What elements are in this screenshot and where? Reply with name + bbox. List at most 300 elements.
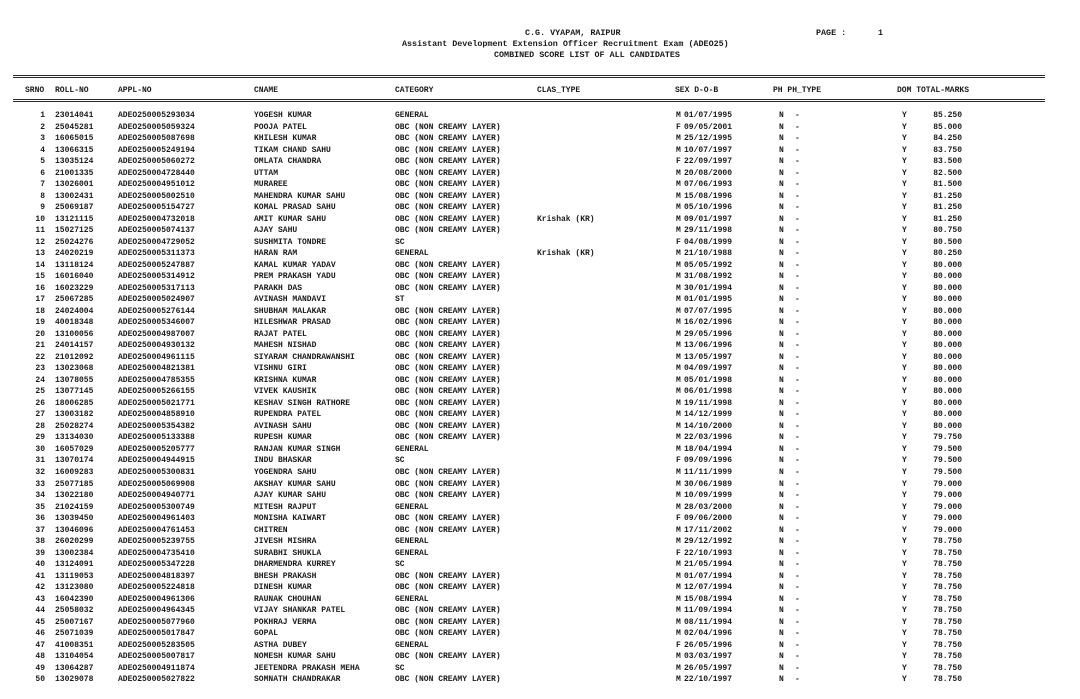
table-row [0,548,1080,560]
srno-cell: 5 [40,157,45,167]
category-cell: OBC (NON CREAMY LAYER) [395,364,501,374]
dob-cell: 31/08/1992 [684,272,733,282]
dom-cell: Y [902,479,907,489]
appl-no-cell: ADEO250005347228 [118,560,195,570]
marks-cell: 78.750 [933,548,962,558]
marks-cell: 80.000 [933,398,962,408]
marks-cell: 80.500 [933,237,962,247]
srno-cell: 29 [35,433,45,443]
marks-cell: 79.000 [933,525,962,535]
dom-cell: Y [902,226,907,236]
ph-type-cell: - [795,433,800,443]
ph-cell: N [779,318,784,328]
dob-cell: 06/01/1998 [684,387,733,397]
appl-no-cell: ADEO250005300831 [118,467,195,477]
cname-cell: VIVEK KAUSHIK [254,387,317,397]
category-cell: OBC (NON CREAMY LAYER) [395,410,501,420]
dom-cell: Y [902,444,907,454]
dob-cell: 09/05/2001 [684,122,733,132]
table-row [0,306,1080,318]
appl-no-cell: ADEO250005027822 [118,675,195,685]
sex-cell: M [676,629,681,639]
ph-cell: N [779,514,784,524]
dom-cell: Y [902,502,907,512]
table-row [0,409,1080,421]
ph-type-cell: - [795,421,800,431]
dom-cell: Y [902,111,907,120]
srno-cell: 11 [35,226,45,236]
roll-no-cell: 16042390 [55,594,94,604]
appl-no-cell: ADEO250005087698 [118,134,195,144]
marks-cell: 79.000 [933,491,962,501]
roll-no-cell: 13022180 [55,491,94,501]
sex-cell: M [676,571,681,581]
ph-type-cell: - [795,203,800,213]
roll-no-cell: 13104054 [55,652,94,662]
cname-cell: OMLATA CHANDRA [254,157,322,167]
category-cell: OBC (NON CREAMY LAYER) [395,514,501,524]
marks-cell: 78.750 [933,663,962,673]
org-title: C.G. VYAPAM, RAIPUR [525,28,621,38]
ph-type-cell: - [795,329,800,339]
dob-cell: 09/09/1996 [684,456,733,466]
cname-cell: MURAREE [254,180,288,190]
dom-cell: Y [902,387,907,397]
srno-cell: 32 [35,467,45,477]
roll-no-cell: 25077185 [55,479,94,489]
cname-cell: SOMNATH CHANDRAKAR [254,675,341,685]
cname-cell: YOGENDRA SAHU [254,467,317,477]
category-cell: OBC (NON CREAMY LAYER) [395,226,501,236]
ph-type-cell: - [795,191,800,201]
dob-cell: 22/09/1997 [684,157,733,167]
cname-cell: MAHESH NISHAD [254,341,317,351]
appl-no-cell: ADEO250004735410 [118,548,195,558]
cname-cell: RUPENDRA PATEL [254,410,322,420]
ph-cell: N [779,456,784,466]
marks-cell: 79.000 [933,479,962,489]
marks-cell: 79.500 [933,444,962,454]
marks-cell: 78.750 [933,560,962,570]
cname-cell: DINESH KUMAR [254,583,312,593]
category-cell: OBC (NON CREAMY LAYER) [395,583,501,593]
cname-cell: INDU BHASKAR [254,456,312,466]
appl-no-cell: ADEO250005133388 [118,433,195,443]
srno-cell: 1 [40,111,45,120]
roll-no-cell: 13134030 [55,433,94,443]
ph-cell: N [779,675,784,685]
dob-cell: 05/01/1998 [684,375,733,385]
roll-no-cell: 21012092 [55,352,94,362]
sex-cell: M [676,295,681,305]
col-sex-dob: SEX D-O-B [675,86,719,95]
cname-cell: SHUBHAM MALAKAR [254,306,327,316]
srno-cell: 34 [35,491,45,501]
ph-type-cell: - [795,214,800,224]
appl-no-cell: ADEO250005007817 [118,652,195,662]
marks-cell: 81.250 [933,214,962,224]
table-row [0,444,1080,456]
dom-cell: Y [902,145,907,155]
table-row [0,202,1080,214]
dob-cell: 19/11/1998 [684,398,733,408]
sex-cell: M [676,214,681,224]
category-cell: ST [395,295,405,305]
ph-cell: N [779,537,784,547]
cname-cell: PREM PRAKASH YADU [254,272,336,282]
cname-cell: SIYARAM CHANDRAWANSHI [254,352,355,362]
ph-cell: N [779,134,784,144]
ph-type-cell: - [795,341,800,351]
sex-cell: M [676,306,681,316]
dob-cell: 21/05/1994 [684,560,733,570]
table-row [0,248,1080,260]
ph-type-cell: - [795,352,800,362]
srno-cell: 37 [35,525,45,535]
ph-type-cell: - [795,663,800,673]
dob-cell: 15/08/1996 [684,191,733,201]
category-cell: GENERAL [395,444,429,454]
roll-no-cell: 25067285 [55,295,94,305]
cname-cell: AMIT KUMAR SAHU [254,214,327,224]
srno-cell: 39 [35,548,45,558]
srno-cell: 23 [35,364,45,374]
category-cell: SC [395,456,405,466]
category-cell: OBC (NON CREAMY LAYER) [395,272,501,282]
marks-cell: 78.750 [933,640,962,650]
category-cell: OBC (NON CREAMY LAYER) [395,283,501,293]
table-row [0,605,1080,617]
table-row [0,329,1080,341]
dom-cell: Y [902,514,907,524]
dom-cell: Y [902,295,907,305]
category-cell: OBC (NON CREAMY LAYER) [395,629,501,639]
dom-cell: Y [902,594,907,604]
appl-no-cell: ADEO250004818397 [118,571,195,581]
dob-cell: 26/05/1996 [684,640,733,650]
dom-cell: Y [902,456,907,466]
appl-no-cell: ADEO250005266155 [118,387,195,397]
appl-no-cell: ADEO250004930132 [118,341,195,351]
category-cell: OBC (NON CREAMY LAYER) [395,675,501,685]
category-cell: OBC (NON CREAMY LAYER) [395,260,501,270]
sex-cell: M [676,433,681,443]
cname-cell: KRISHNA KUMAR [254,375,317,385]
dob-cell: 29/12/1992 [684,537,733,547]
appl-no-cell: ADEO250005002510 [118,191,195,201]
sex-cell: M [676,341,681,351]
ph-cell: N [779,329,784,339]
table-row [0,214,1080,226]
category-cell: OBC (NON CREAMY LAYER) [395,191,501,201]
sex-cell: M [676,352,681,362]
ph-type-cell: - [795,479,800,489]
appl-no-cell: ADEO250004964345 [118,606,195,616]
cname-cell: PARAKH DAS [254,283,303,293]
dom-cell: Y [902,617,907,627]
dob-cell: 05/10/1996 [684,203,733,213]
category-cell: OBC (NON CREAMY LAYER) [395,571,501,581]
dob-cell: 22/10/1993 [684,548,733,558]
dob-cell: 30/06/1989 [684,479,733,489]
category-cell: OBC (NON CREAMY LAYER) [395,617,501,627]
ph-cell: N [779,479,784,489]
dob-cell: 05/05/1992 [684,260,733,270]
table-row [0,617,1080,629]
ph-type-cell: - [795,295,800,305]
table-row [0,663,1080,675]
dob-cell: 04/09/1997 [684,364,733,374]
cname-cell: JIVESH MISHRA [254,537,317,547]
marks-cell: 80.000 [933,352,962,362]
cname-cell: HILESHWAR PRASAD [254,318,331,328]
sex-cell: M [676,594,681,604]
marks-cell: 82.500 [933,168,962,178]
category-cell: OBC (NON CREAMY LAYER) [395,433,501,443]
col-cname: CNAME [254,86,279,95]
appl-no-cell: ADEO250004951012 [118,180,195,190]
cname-cell: HARAN RAM [254,249,298,259]
table-row [0,375,1080,387]
sex-cell: M [676,652,681,662]
category-cell: OBC (NON CREAMY LAYER) [395,398,501,408]
roll-no-cell: 13026001 [55,180,94,190]
appl-no-cell: ADEO250005060272 [118,157,195,167]
ph-type-cell: - [795,226,800,236]
table-row [0,237,1080,249]
dob-cell: 14/10/2000 [684,421,733,431]
ph-type-cell: - [795,306,800,316]
ph-type-cell: - [795,398,800,408]
ph-type-cell: - [795,617,800,627]
roll-no-cell: 13077145 [55,387,94,397]
srno-cell: 31 [35,456,45,466]
ph-cell: N [779,629,784,639]
marks-cell: 78.750 [933,537,962,547]
appl-no-cell: ADEO250004732018 [118,214,195,224]
roll-no-cell: 13078055 [55,375,94,385]
appl-no-cell: ADEO250005154727 [118,203,195,213]
srno-cell: 43 [35,594,45,604]
srno-cell: 33 [35,479,45,489]
dom-cell: Y [902,237,907,247]
dob-cell: 01/07/1994 [684,571,733,581]
srno-cell: 36 [35,514,45,524]
roll-no-cell: 18006285 [55,398,94,408]
sex-cell: M [676,617,681,627]
marks-cell: 80.750 [933,226,962,236]
ph-cell: N [779,548,784,558]
ph-type-cell: - [795,237,800,247]
cname-cell: AVINASH SAHU [254,421,312,431]
col-clas-type: CLAS_TYPE [537,86,581,95]
sex-cell: M [676,272,681,282]
dob-cell: 15/08/1994 [684,594,733,604]
cname-cell: CHITREN [254,525,288,535]
dob-cell: 01/01/1995 [684,295,733,305]
cname-cell: POOJA PATEL [254,122,307,132]
ph-type-cell: - [795,180,800,190]
sex-cell: M [676,479,681,489]
category-cell: OBC (NON CREAMY LAYER) [395,421,501,431]
dob-cell: 08/11/1994 [684,617,733,627]
cname-cell: AJAY SAHU [254,226,298,236]
dom-cell: Y [902,283,907,293]
appl-no-cell: ADEO250004821381 [118,364,195,374]
ph-type-cell: - [795,514,800,524]
header-bottom-rule [13,99,1045,102]
marks-cell: 80.000 [933,410,962,420]
marks-cell: 80.000 [933,283,962,293]
srno-cell: 13 [35,249,45,259]
cname-cell: VIJAY SHANKAR PATEL [254,606,346,616]
dom-cell: Y [902,352,907,362]
cname-cell: POKHRAJ VERMA [254,617,317,627]
ph-type-cell: - [795,134,800,144]
sex-cell: M [676,145,681,155]
sex-cell: F [676,548,681,558]
sex-cell: M [676,203,681,213]
dom-cell: Y [902,548,907,558]
marks-cell: 85.000 [933,122,962,132]
cname-cell: TIKAM CHAND SAHU [254,145,331,155]
ph-type-cell: - [795,387,800,397]
srno-cell: 14 [35,260,45,270]
ph-type-cell: - [795,157,800,167]
table-row [0,674,1080,686]
ph-cell: N [779,433,784,443]
dom-cell: Y [902,560,907,570]
marks-cell: 80.000 [933,375,962,385]
sex-cell: M [676,134,681,144]
marks-cell: 78.750 [933,571,962,581]
ph-type-cell: - [795,168,800,178]
cname-cell: BHESH PRAKASH [254,571,317,581]
appl-no-cell: ADEO250005239755 [118,537,195,547]
appl-no-cell: ADEO250005276144 [118,306,195,316]
sex-cell: M [676,387,681,397]
cname-cell: AJAY KUMAR SAHU [254,491,327,501]
srno-cell: 3 [40,134,45,144]
cname-cell: JEETENDRA PRAKASH MEHA [254,663,360,673]
appl-no-cell: ADEO250004961306 [118,594,195,604]
cname-cell: MITESH RAJPUT [254,502,317,512]
ph-cell: N [779,341,784,351]
srno-cell: 26 [35,398,45,408]
ph-type-cell: - [795,456,800,466]
ph-cell: N [779,375,784,385]
cname-cell: SUSHMITA TONDRE [254,237,327,247]
ph-cell: N [779,525,784,535]
ph-cell: N [779,606,784,616]
roll-no-cell: 40018348 [55,318,94,328]
category-cell: OBC (NON CREAMY LAYER) [395,122,501,132]
sex-cell: M [676,675,681,685]
ph-cell: N [779,226,784,236]
sex-cell: F [676,456,681,466]
dob-cell: 17/11/2002 [684,525,733,535]
ph-type-cell: - [795,364,800,374]
category-cell: GENERAL [395,537,429,547]
dom-cell: Y [902,375,907,385]
srno-cell: 7 [40,180,45,190]
ph-type-cell: - [795,410,800,420]
cname-cell: NOMESH KUMAR SAHU [254,652,336,662]
table-row [0,363,1080,375]
ph-cell: N [779,145,784,155]
dob-cell: 09/06/2000 [684,514,733,524]
dob-cell: 10/07/1997 [684,145,733,155]
ph-type-cell: - [795,560,800,570]
table-row [0,455,1080,467]
dom-cell: Y [902,134,907,144]
roll-no-cell: 21024159 [55,502,94,512]
roll-no-cell: 13023068 [55,364,94,374]
srno-cell: 48 [35,652,45,662]
dom-cell: Y [902,467,907,477]
srno-cell: 20 [35,329,45,339]
ph-cell: N [779,594,784,604]
ph-cell: N [779,295,784,305]
dom-cell: Y [902,306,907,316]
dob-cell: 18/04/1994 [684,444,733,454]
dom-cell: Y [902,249,907,259]
marks-cell: 78.750 [933,629,962,639]
marks-cell: 79.500 [933,456,962,466]
sex-cell: M [676,398,681,408]
roll-no-cell: 13121115 [55,214,94,224]
table-row [0,294,1080,306]
table-row [0,386,1080,398]
appl-no-cell: ADEO250005074137 [118,226,195,236]
category-cell: OBC (NON CREAMY LAYER) [395,306,501,316]
category-cell: OBC (NON CREAMY LAYER) [395,375,501,385]
appl-no-cell: ADEO250005021771 [118,398,195,408]
ph-type-cell: - [795,272,800,282]
marks-cell: 81.250 [933,191,962,201]
ph-type-cell: - [795,491,800,501]
sex-cell: M [676,560,681,570]
category-cell: OBC (NON CREAMY LAYER) [395,491,501,501]
ph-type-cell: - [795,375,800,385]
marks-cell: 78.750 [933,606,962,616]
ph-type-cell: - [795,249,800,259]
appl-no-cell: ADEO250004785355 [118,375,195,385]
ph-type-cell: - [795,652,800,662]
category-cell: OBC (NON CREAMY LAYER) [395,387,501,397]
score-table [0,110,1080,686]
roll-no-cell: 21001335 [55,168,94,178]
table-row [0,271,1080,283]
ph-type-cell: - [795,122,800,132]
sex-cell: M [676,410,681,420]
roll-no-cell: 24024004 [55,306,94,316]
ph-type-cell: - [795,502,800,512]
dom-cell: Y [902,364,907,374]
roll-no-cell: 25007167 [55,617,94,627]
marks-cell: 78.750 [933,652,962,662]
sex-cell: M [676,318,681,328]
category-cell: OBC (NON CREAMY LAYER) [395,606,501,616]
ph-cell: N [779,237,784,247]
dom-cell: Y [902,652,907,662]
ph-cell: N [779,283,784,293]
ph-cell: N [779,502,784,512]
sex-cell: M [676,329,681,339]
marks-cell: 85.250 [933,111,962,120]
appl-no-cell: ADEO250004961403 [118,514,195,524]
srno-cell: 16 [35,283,45,293]
